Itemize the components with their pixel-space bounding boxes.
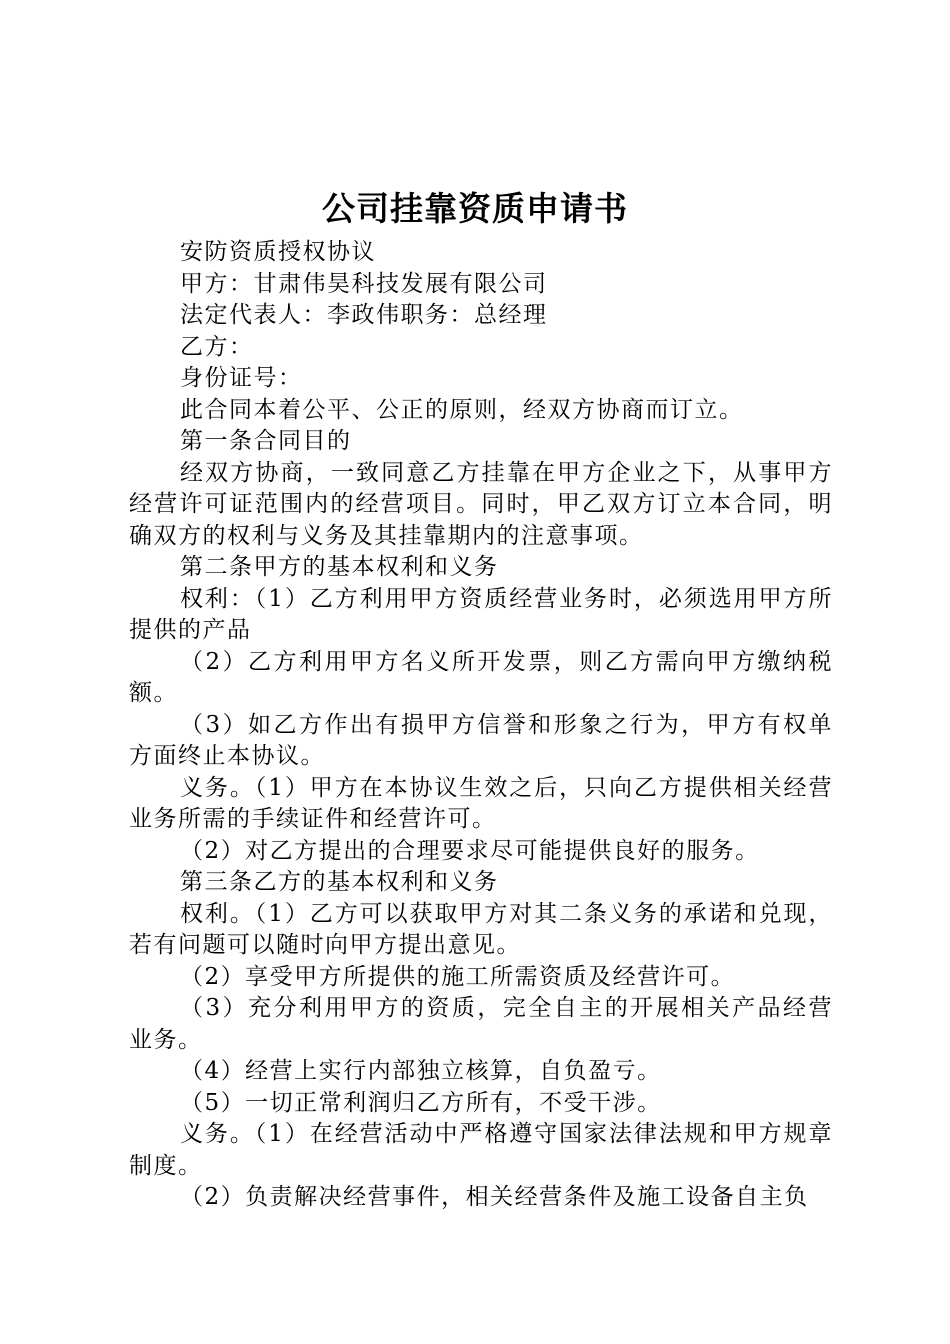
agreement-name: 安防资质授权协议 [180, 239, 376, 265]
article-1-heading: 第一条合同目的 [180, 428, 352, 454]
article-3-right-1: 权利。（1）乙方可以获取甲方对其二条义务的承诺和兑现，若有问题可以随时向甲方提出意见。 [129, 900, 833, 958]
article-3-right-3: （3）充分利用甲方的资质，完全自主的开展相关产品经营业务。 [129, 995, 833, 1053]
article-3-heading: 第三条乙方的基本权利和义务 [180, 869, 499, 895]
party-b-line: 乙方： [180, 333, 254, 360]
legal-representative-line: 法定代表人：李政伟职务：总经理 [180, 302, 548, 328]
preamble-paragraph: 此合同本着公平、公正的原则，经双方协商而订立。 [180, 396, 744, 423]
article-2-duty-1: 义务。（1）甲方在本协议生效之后，只向乙方提供相关经营业务所需的手续证件和经营许可。 [129, 774, 833, 832]
article-2-right-3: （3）如乙方作出有损甲方信誉和形象之行为，甲方有权单方面终止本协议。 [129, 711, 833, 769]
article-3-right-4: （4）经营上实行内部独立核算，自负盈亏。 [180, 1058, 662, 1084]
article-1-paragraph: 经双方协商，一致同意乙方挂靠在甲方企业之下，从事甲方经营许可证范围内的经营项目。同时，甲乙双方订立本合同，明确双方的权利与义务及其挂靠期内的注意事项。 [129, 459, 833, 549]
article-2-right-1: 权利：（1）乙方利用甲方资质经营业务时，必须选用甲方所提供的产品 [129, 585, 833, 643]
document-title: 公司挂靠资质申请书 [322, 189, 628, 228]
article-3-duty-1: 义务。（1）在经营活动中严格遵守国家法律法规和甲方规章制度。 [129, 1121, 833, 1179]
article-3-right-5: （5）一切正常利润归乙方所有，不受干涉。 [180, 1089, 662, 1116]
document-body [129, 237, 833, 1214]
party-a-line: 甲方：甘肃伟昊科技发展有限公司 [180, 270, 548, 297]
article-2-heading: 第二条甲方的基本权利和义务 [180, 554, 499, 580]
article-3-duty-2: （2）负责解决经营事件，相关经营条件及施工设备自主负 [180, 1184, 809, 1210]
id-number-line: 身份证号： [180, 365, 303, 391]
article-2-right-2: （2）乙方利用甲方名义所开发票，则乙方需向甲方缴纳税额。 [129, 648, 833, 706]
article-2-duty-2: （2）对乙方提出的合理要求尽可能提供良好的服务。 [180, 837, 760, 864]
article-3-right-2: （2）享受甲方所提供的施工所需资质及经营许可。 [180, 963, 736, 990]
